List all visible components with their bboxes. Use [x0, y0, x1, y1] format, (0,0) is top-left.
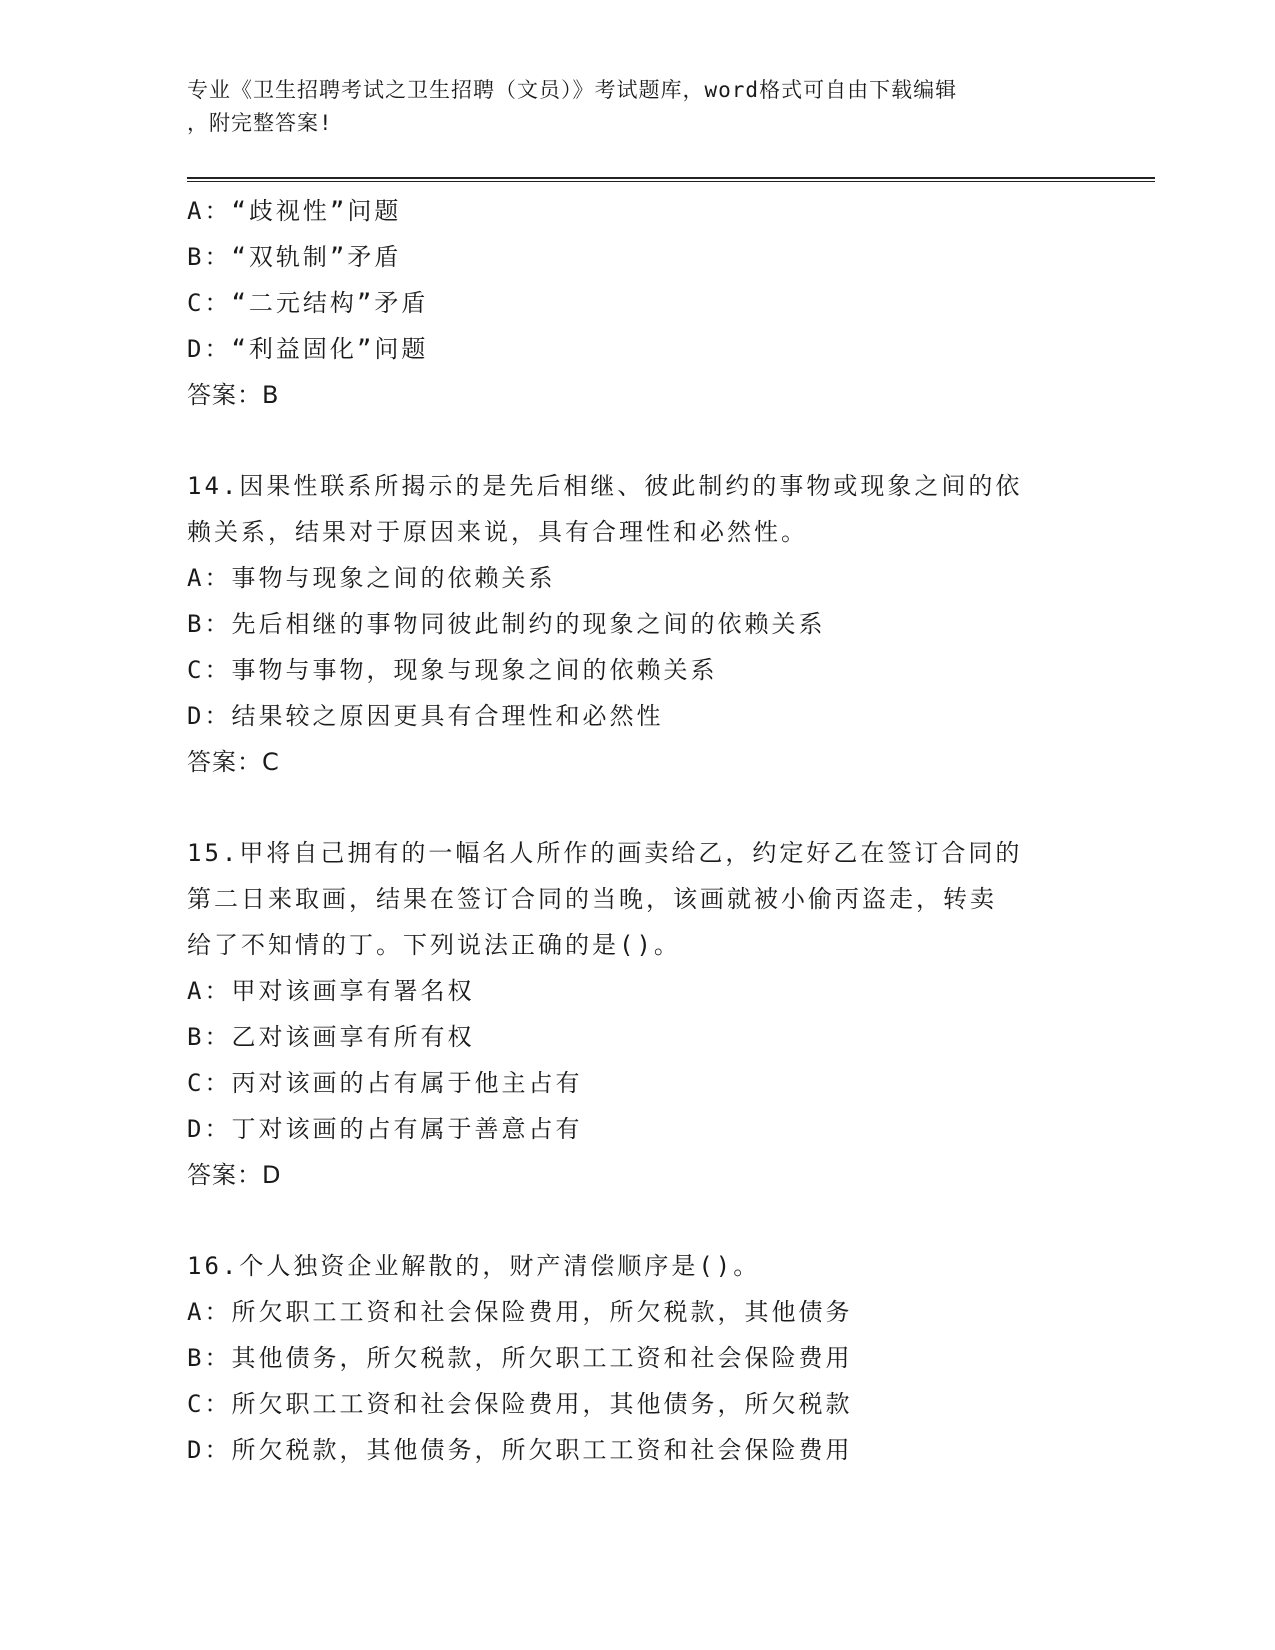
document-header	[187, 74, 1067, 140]
option-d: D：丁对该画的占有属于善意占有	[187, 1115, 583, 1143]
question-16	[187, 1243, 1087, 1473]
option-c: C：丙对该画的占有属于他主占有	[187, 1069, 583, 1097]
question-stem-line: 第二日来取画，结果在签订合同的当晚，该画就被小偷丙盗走，转卖	[187, 885, 997, 913]
question-stem-line: 14.因果性联系所揭示的是先后相继、彼此制约的事物或现象之间的依	[187, 472, 1023, 500]
question-15	[187, 830, 1087, 1198]
option-b: B：“双轨制”矛盾	[187, 243, 402, 271]
option-a: A：事物与现象之间的依赖关系	[187, 564, 556, 592]
option-b: B：其他债务，所欠税款，所欠职工工资和社会保险费用	[187, 1344, 853, 1372]
answer: 答案：B	[187, 381, 280, 409]
option-d: D：“利益固化”问题	[187, 335, 429, 363]
answer: 答案：D	[187, 1161, 282, 1189]
option-a: A：“歧视性”问题	[187, 197, 402, 225]
option-b: B：乙对该画享有所有权	[187, 1023, 475, 1051]
option-d: D：结果较之原因更具有合理性和必然性	[187, 702, 664, 730]
header-line-2: ，附完整答案!	[187, 111, 333, 135]
option-c: C：所欠职工工资和社会保险费用，其他债务，所欠税款	[187, 1390, 853, 1418]
question-stem-line: 赖关系，结果对于原因来说，具有合理性和必然性。	[187, 518, 808, 546]
question-stem-line: 给了不知情的丁。下列说法正确的是()。	[187, 931, 681, 959]
option-a: A：甲对该画享有署名权	[187, 977, 475, 1005]
option-c: C：事物与事物，现象与现象之间的依赖关系	[187, 656, 718, 684]
question-stem-line: 15.甲将自己拥有的一幅名人所作的画卖给乙，约定好乙在签订合同的	[187, 839, 1023, 867]
question-14	[187, 463, 1087, 785]
option-c: C：“二元结构”矛盾	[187, 289, 429, 317]
option-b: B：先后相继的事物同彼此制约的现象之间的依赖关系	[187, 610, 826, 638]
header-divider	[187, 177, 1155, 182]
question-13	[187, 188, 1087, 418]
question-list	[187, 188, 1087, 1473]
answer: 答案：C	[187, 748, 280, 776]
option-a: A：所欠职工工资和社会保险费用，所欠税款，其他债务	[187, 1298, 853, 1326]
question-stem-line: 16.个人独资企业解散的，财产清偿顺序是()。	[187, 1252, 761, 1280]
header-line-1: 专业《卫生招聘考试之卫生招聘（文员）》考试题库，word格式可自由下载编辑	[187, 78, 958, 102]
option-d: D：所欠税款，其他债务，所欠职工工资和社会保险费用	[187, 1436, 853, 1464]
